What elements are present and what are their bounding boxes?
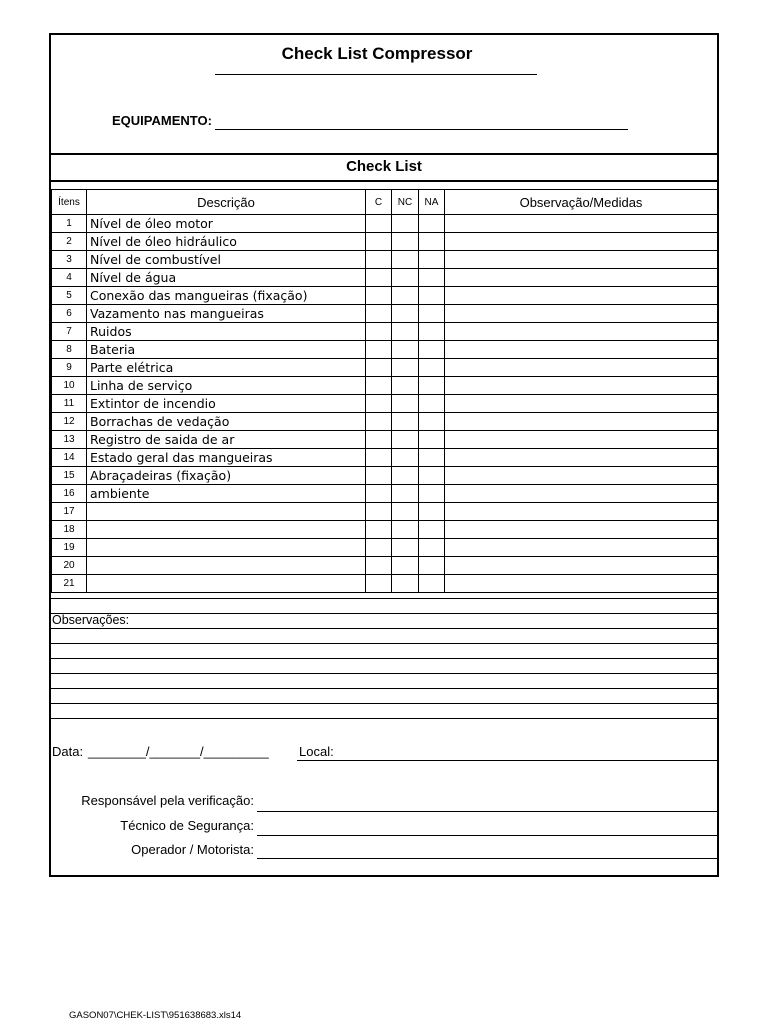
- check-na-cell[interactable]: [419, 449, 445, 467]
- observation-cell[interactable]: [445, 413, 718, 431]
- item-description: Ruidos: [87, 323, 366, 341]
- local-field[interactable]: [297, 760, 717, 761]
- table-row: [52, 485, 718, 503]
- check-nc-cell[interactable]: [392, 413, 419, 431]
- item-number: 7: [52, 323, 87, 341]
- obs-line[interactable]: [51, 643, 717, 644]
- table-header-row: [52, 190, 718, 215]
- observation-cell[interactable]: [445, 557, 718, 575]
- observation-cell[interactable]: [445, 539, 718, 557]
- item-number: 12: [52, 413, 87, 431]
- table-row: [52, 539, 718, 557]
- check-na-cell[interactable]: [419, 413, 445, 431]
- item-number: 10: [52, 377, 87, 395]
- item-number: 5: [52, 287, 87, 305]
- table-row: [52, 323, 718, 341]
- table-bottom-line: [51, 598, 717, 599]
- observation-cell[interactable]: [445, 575, 718, 593]
- item-number: 8: [52, 341, 87, 359]
- col-header-na: NA: [419, 190, 445, 215]
- table-row: [52, 557, 718, 575]
- item-description: Nível de óleo motor: [87, 215, 366, 233]
- table-row: [52, 467, 718, 485]
- check-c-cell[interactable]: [366, 215, 392, 233]
- check-c-cell[interactable]: [366, 431, 392, 449]
- check-nc-cell[interactable]: [392, 449, 419, 467]
- item-number: 3: [52, 251, 87, 269]
- check-nc-cell[interactable]: [392, 287, 419, 305]
- table-row: [52, 305, 718, 323]
- table-row: [52, 503, 718, 521]
- checklist-sheet: [49, 33, 719, 877]
- observation-cell[interactable]: [445, 305, 718, 323]
- header-divider: [51, 153, 717, 155]
- operator-signature-line[interactable]: [257, 858, 717, 859]
- obs-line[interactable]: [51, 673, 717, 674]
- check-nc-cell[interactable]: [392, 359, 419, 377]
- item-number: 17: [52, 503, 87, 521]
- obs-line[interactable]: [51, 628, 717, 629]
- check-nc-cell[interactable]: [392, 503, 419, 521]
- check-na-cell[interactable]: [419, 377, 445, 395]
- table-row: [52, 521, 718, 539]
- observation-cell[interactable]: [445, 503, 718, 521]
- check-na-cell[interactable]: [419, 431, 445, 449]
- check-c-cell[interactable]: [366, 341, 392, 359]
- observation-cell[interactable]: [445, 323, 718, 341]
- check-nc-cell[interactable]: [392, 485, 419, 503]
- item-description: Linha de serviço: [87, 377, 366, 395]
- item-description: Parte elétrica: [87, 359, 366, 377]
- item-description: Conexão das mangueiras (fixação): [87, 287, 366, 305]
- check-nc-cell[interactable]: [392, 323, 419, 341]
- check-c-cell[interactable]: [366, 233, 392, 251]
- item-number: 21: [52, 575, 87, 593]
- check-c-cell[interactable]: [366, 485, 392, 503]
- obs-line[interactable]: [51, 718, 717, 719]
- check-c-cell[interactable]: [366, 377, 392, 395]
- item-description: ambiente: [87, 485, 366, 503]
- observation-cell[interactable]: [445, 215, 718, 233]
- check-c-cell[interactable]: [366, 503, 392, 521]
- check-na-cell[interactable]: [419, 305, 445, 323]
- item-description: [87, 575, 366, 593]
- item-description: Borrachas de vedação: [87, 413, 366, 431]
- item-number: 15: [52, 467, 87, 485]
- table-row: [52, 341, 718, 359]
- item-number: 13: [52, 431, 87, 449]
- check-c-cell[interactable]: [366, 413, 392, 431]
- observation-cell[interactable]: [445, 233, 718, 251]
- equipment-label: EQUIPAMENTO:: [112, 113, 212, 128]
- table-row: [52, 449, 718, 467]
- check-c-cell[interactable]: [366, 323, 392, 341]
- checklist-table: [51, 189, 718, 593]
- table-row: [52, 251, 718, 269]
- check-na-cell[interactable]: [419, 467, 445, 485]
- table-row: [52, 413, 718, 431]
- check-nc-cell[interactable]: [392, 269, 419, 287]
- check-na-cell[interactable]: [419, 323, 445, 341]
- check-na-cell[interactable]: [419, 359, 445, 377]
- check-c-cell[interactable]: [366, 449, 392, 467]
- table-row: [52, 233, 718, 251]
- col-header-nc: NC: [392, 190, 419, 215]
- check-nc-cell[interactable]: [392, 467, 419, 485]
- item-description: Bateria: [87, 341, 366, 359]
- col-header-observation: Observação/Medidas: [445, 190, 718, 215]
- check-na-cell[interactable]: [419, 575, 445, 593]
- item-description: [87, 503, 366, 521]
- obs-line[interactable]: [51, 703, 717, 704]
- check-c-cell[interactable]: [366, 251, 392, 269]
- observation-cell[interactable]: [445, 485, 718, 503]
- item-number: 2: [52, 233, 87, 251]
- date-field[interactable]: ________/_______/_________: [88, 744, 269, 759]
- obs-line: [51, 613, 717, 614]
- table-row: [52, 377, 718, 395]
- check-na-cell[interactable]: [419, 341, 445, 359]
- item-number: 20: [52, 557, 87, 575]
- check-nc-cell[interactable]: [392, 251, 419, 269]
- item-description: Registro de saida de ar: [87, 431, 366, 449]
- item-description: [87, 521, 366, 539]
- item-number: 16: [52, 485, 87, 503]
- observation-cell[interactable]: [445, 521, 718, 539]
- check-na-cell[interactable]: [419, 503, 445, 521]
- item-number: 1: [52, 215, 87, 233]
- table-row: [52, 431, 718, 449]
- item-number: 11: [52, 395, 87, 413]
- item-number: 6: [52, 305, 87, 323]
- check-nc-cell[interactable]: [392, 575, 419, 593]
- table-row: [52, 395, 718, 413]
- check-c-cell[interactable]: [366, 467, 392, 485]
- check-c-cell[interactable]: [366, 539, 392, 557]
- observation-cell[interactable]: [445, 269, 718, 287]
- local-label: Local:: [299, 744, 334, 759]
- section-divider: [51, 180, 717, 182]
- check-na-cell[interactable]: [419, 269, 445, 287]
- check-na-cell[interactable]: [419, 395, 445, 413]
- check-nc-cell[interactable]: [392, 431, 419, 449]
- item-description: Nível de água: [87, 269, 366, 287]
- col-header-item: Ítens: [52, 190, 87, 215]
- check-nc-cell[interactable]: [392, 233, 419, 251]
- check-na-cell[interactable]: [419, 521, 445, 539]
- check-na-cell[interactable]: [419, 215, 445, 233]
- col-header-c: C: [366, 190, 392, 215]
- check-c-cell[interactable]: [366, 359, 392, 377]
- item-description: Nível de óleo hidráulico: [87, 233, 366, 251]
- responsible-signature-line[interactable]: [257, 811, 717, 812]
- check-c-cell[interactable]: [366, 287, 392, 305]
- col-header-description: Descrição: [87, 190, 366, 215]
- item-description: Nível de combustível: [87, 251, 366, 269]
- table-row: [52, 287, 718, 305]
- check-na-cell[interactable]: [419, 251, 445, 269]
- item-description: Abraçadeiras (fixação): [87, 467, 366, 485]
- item-description: Extintor de incendio: [87, 395, 366, 413]
- operator-label: Operador / Motorista:: [131, 842, 254, 857]
- check-nc-cell[interactable]: [392, 395, 419, 413]
- footer-file-path: GASON07\CHEK-LIST\951638683.xls14: [69, 1010, 242, 1021]
- observation-cell[interactable]: [445, 431, 718, 449]
- observation-cell[interactable]: [445, 287, 718, 305]
- check-nc-cell[interactable]: [392, 521, 419, 539]
- date-label: Data:: [52, 744, 84, 759]
- item-number: 19: [52, 539, 87, 557]
- check-c-cell[interactable]: [366, 395, 392, 413]
- observation-cell[interactable]: [445, 359, 718, 377]
- check-na-cell[interactable]: [419, 539, 445, 557]
- check-na-cell[interactable]: [419, 485, 445, 503]
- observation-cell[interactable]: [445, 395, 718, 413]
- observation-cell[interactable]: [445, 341, 718, 359]
- observation-cell[interactable]: [445, 377, 718, 395]
- item-description: Vazamento nas mangueiras: [87, 305, 366, 323]
- check-c-cell[interactable]: [366, 305, 392, 323]
- responsible-label: Responsável pela verificação:: [81, 793, 254, 808]
- observation-cell[interactable]: [445, 449, 718, 467]
- item-description: [87, 557, 366, 575]
- check-nc-cell[interactable]: [392, 539, 419, 557]
- title-underline: [215, 74, 537, 75]
- observation-cell[interactable]: [445, 467, 718, 485]
- check-na-cell[interactable]: [419, 557, 445, 575]
- equipment-field[interactable]: [215, 129, 628, 130]
- item-number: 9: [52, 359, 87, 377]
- check-nc-cell[interactable]: [392, 215, 419, 233]
- item-number: 18: [52, 521, 87, 539]
- check-c-cell[interactable]: [366, 269, 392, 287]
- item-description: [87, 539, 366, 557]
- item-description: Estado geral das mangueiras: [87, 449, 366, 467]
- table-row: [52, 215, 718, 233]
- section-title: Check List: [346, 158, 422, 175]
- obs-line[interactable]: [51, 688, 717, 689]
- check-na-cell[interactable]: [419, 233, 445, 251]
- safety-tech-signature-line[interactable]: [257, 835, 717, 836]
- table-row: [52, 359, 718, 377]
- check-na-cell[interactable]: [419, 287, 445, 305]
- check-c-cell[interactable]: [366, 557, 392, 575]
- check-nc-cell[interactable]: [392, 305, 419, 323]
- check-nc-cell[interactable]: [392, 377, 419, 395]
- check-nc-cell[interactable]: [392, 341, 419, 359]
- check-c-cell[interactable]: [366, 521, 392, 539]
- check-nc-cell[interactable]: [392, 557, 419, 575]
- safety-tech-label: Técnico de Segurança:: [120, 818, 254, 833]
- check-c-cell[interactable]: [366, 575, 392, 593]
- item-number: 4: [52, 269, 87, 287]
- obs-line[interactable]: [51, 658, 717, 659]
- document-title: Check List Compressor: [281, 44, 473, 63]
- table-row: [52, 269, 718, 287]
- item-number: 14: [52, 449, 87, 467]
- table-row: [52, 575, 718, 593]
- observation-cell[interactable]: [445, 251, 718, 269]
- observations-label: Observações:: [52, 613, 130, 627]
